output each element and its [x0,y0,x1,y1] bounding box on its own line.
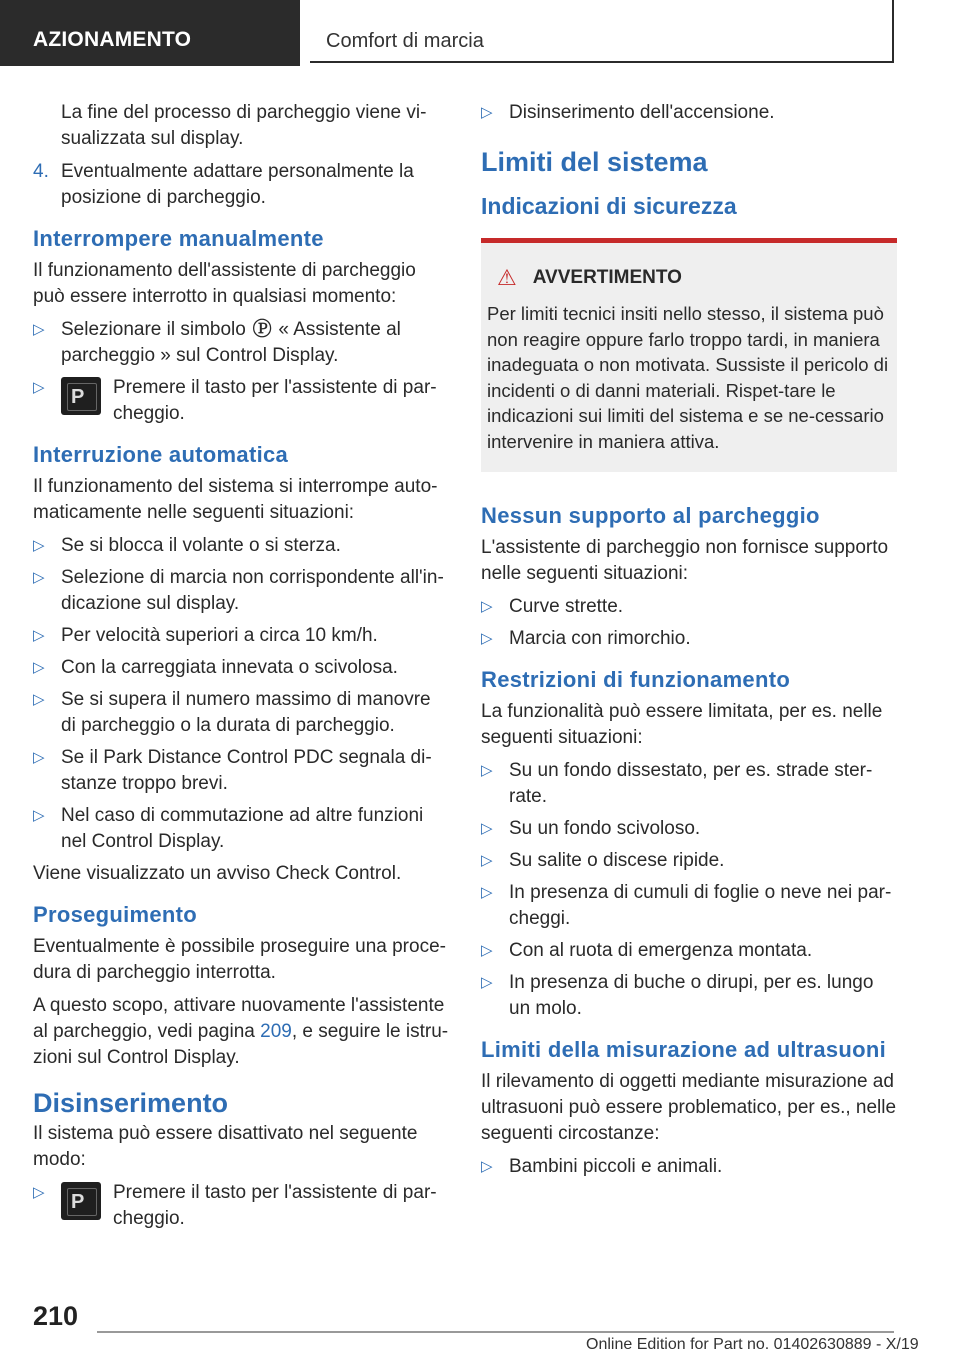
list-item [33,565,449,617]
step-number: 4. [33,161,49,182]
left-column [33,100,449,1238]
warning-text: Per limiti tecnici insiti nello stesso, il sistema può non reagire oppure farlo troppo tardi, in maniera inadeguata o non motivata. Sussiste il pericolo di incidenti o di danni materiali. Rispet-tare le indicazioni sui limiti del sistema e se ne-cessario intervenire in maniera attiva. [487,303,889,452]
list-item [33,533,449,559]
list-item [33,1180,449,1232]
triangle-bullet-icon: ▷ [33,569,45,586]
item-text: In presenza di buche o dirupi, per es. lungo un molo. [509,972,874,1019]
disable-text: Il sistema può essere disattivato nel seguente modo: [33,1123,418,1170]
no-support-text: L'assistente di parcheggio non fornisce supporto nelle seguenti situazioni: [481,537,889,584]
text-post: , e seguire le istru-zioni sul Control Display. [33,1021,449,1068]
step-text: Eventualmente adattare personalmente la posizione di parcheggio. [61,161,414,208]
footer-divider [97,1331,894,1333]
triangle-bullet-icon: ▷ [481,762,493,779]
list-item [481,758,897,810]
chapter-title: AZIONAMENTO [33,28,192,51]
warning-title [497,265,889,291]
warning-box [481,238,897,472]
auto-heading: Interruzione automatica [33,442,289,467]
triangle-bullet-icon: ▷ [33,691,45,708]
triangle-bullet-icon: ▷ [33,1184,45,1201]
section-header [310,0,894,63]
auto-text: Il funzionamento del sistema si interrompe auto-maticamente nelle seguenti situazioni: [33,476,438,523]
triangle-bullet-icon: ▷ [481,104,493,121]
list-item [33,623,449,649]
item-text: Disinserimento dell'accensione. [509,102,775,123]
limits-heading: Limiti del sistema [481,147,708,177]
section-title: Comfort di marcia [326,30,484,52]
item-text: Selezione di marcia non corrispondente all'in-dicazione sul display. [61,567,444,614]
triangle-bullet-icon: ▷ [33,627,45,644]
list-item [481,594,897,620]
item-text: Su un fondo dissestato, per es. strade ster-rate. [509,760,873,807]
restrictions-heading: Restrizioni di funzionamento [481,667,791,692]
list-item [33,745,449,797]
continue-text-2 [33,993,449,1071]
text-pre: A questo scopo, attivare nuovamente l'assistente al parcheggio, vedi pagina [33,995,445,1042]
triangle-bullet-icon: ▷ [481,884,493,901]
triangle-bullet-icon: ▷ [33,659,45,676]
triangle-bullet-icon: ▷ [481,974,493,991]
item-text: Marcia con rimorchio. [509,628,691,649]
disable-heading: Disinserimento [33,1088,229,1118]
item-text: Nel caso di commutazione ad altre funzioni nel Control Display. [61,805,424,852]
item-text: Premere il tasto per l'assistente di par-cheggio. [113,1182,437,1229]
list-item [33,317,449,369]
page-number: 210 [33,1301,79,1331]
triangle-bullet-icon: ▷ [481,1158,493,1175]
item-text: Su un fondo scivoloso. [509,818,701,839]
page-link[interactable]: 209 [260,1021,292,1042]
list-item [33,803,449,855]
item-text-pre: Selezionare il simbolo [61,319,246,340]
triangle-bullet-icon: ▷ [481,852,493,869]
item-text-post: « Assistente al parcheggio » sul Control Display. [61,319,401,366]
item-text: In presenza di cumuli di foglie o neve nei par-cheggi. [509,882,892,929]
item-text: Se si blocca il volante o si sterza. [61,535,341,556]
parking-assistant-icon: Ⓟ [252,319,272,340]
list-item [481,880,897,932]
right-column [481,100,897,1186]
step-4 [33,159,449,211]
item-text: Premere il tasto per l'assistente di par-cheggio. [113,377,437,424]
check-control-text: Viene visualizzato un avviso Check Control. [33,863,402,884]
continue-text: Eventualmente è possibile proseguire una proce-dura di parcheggio interrotta. [33,936,446,983]
list-item [481,1154,897,1180]
list-item [481,626,897,652]
list-item [481,100,897,126]
triangle-bullet-icon: ▷ [481,820,493,837]
item-text: Se il Park Distance Control PDC segnala di-stanze troppo brevi. [61,747,432,794]
item-text: Curve strette. [509,596,624,617]
warning-label: AVVERTIMENTO [532,267,682,288]
list-item [481,816,897,842]
item-text: Con al ruota di emergenza montata. [509,940,813,961]
restrictions-text: La funzionalità può essere limitata, per es. nelle seguenti situazioni: [481,701,883,748]
list-item [481,938,897,964]
triangle-bullet-icon: ▷ [481,630,493,647]
list-item [33,655,449,681]
manual-heading: Interrompere manualmente [33,226,324,251]
item-text: Se si supera il numero massimo di manovre di parcheggio o la durata di parcheggio. [61,689,431,736]
item-text: Per velocità superiori a circa 10 km/h. [61,625,378,646]
item-text: Su salite o discese ripide. [509,850,725,871]
list-item [33,687,449,739]
list-item [481,848,897,874]
chapter-tab [0,0,300,66]
triangle-bullet-icon: ▷ [481,942,493,959]
triangle-bullet-icon: ▷ [33,537,45,554]
item-text: Bambini piccoli e animali. [509,1156,723,1177]
no-support-heading: Nessun supporto al parcheggio [481,503,820,528]
intro-text: La fine del processo di parcheggio viene vi-sualizzata sul display. [61,102,427,149]
safety-heading: Indicazioni di sicurezza [481,193,737,219]
triangle-bullet-icon: ▷ [481,598,493,615]
edition-text: Online Edition for Part no. 01402630889 - X/19 [586,1336,919,1353]
item-text: Con la carreggiata innevata o scivolosa. [61,657,398,678]
continue-heading: Proseguimento [33,902,198,927]
triangle-bullet-icon: ▷ [33,321,45,338]
triangle-bullet-icon: ▷ [33,807,45,824]
list-item [481,970,897,1022]
parking-button-icon: P [61,377,101,415]
ultrasound-text: Il rilevamento di oggetti mediante misurazione ad ultrasuoni può essere problematico, per es., nelle seguenti circostanze: [481,1071,897,1144]
triangle-bullet-icon: ▷ [33,379,45,396]
triangle-bullet-icon: ▷ [33,749,45,766]
warning-triangle-icon: ⚠ [497,265,517,290]
manual-text: Il funzionamento dell'assistente di parcheggio può essere interrotto in qualsiasi momento: [33,260,416,307]
parking-button-icon: P [61,1182,101,1220]
ultrasound-heading: Limiti della misurazione ad ultrasuoni [481,1037,887,1062]
list-item [33,375,449,427]
